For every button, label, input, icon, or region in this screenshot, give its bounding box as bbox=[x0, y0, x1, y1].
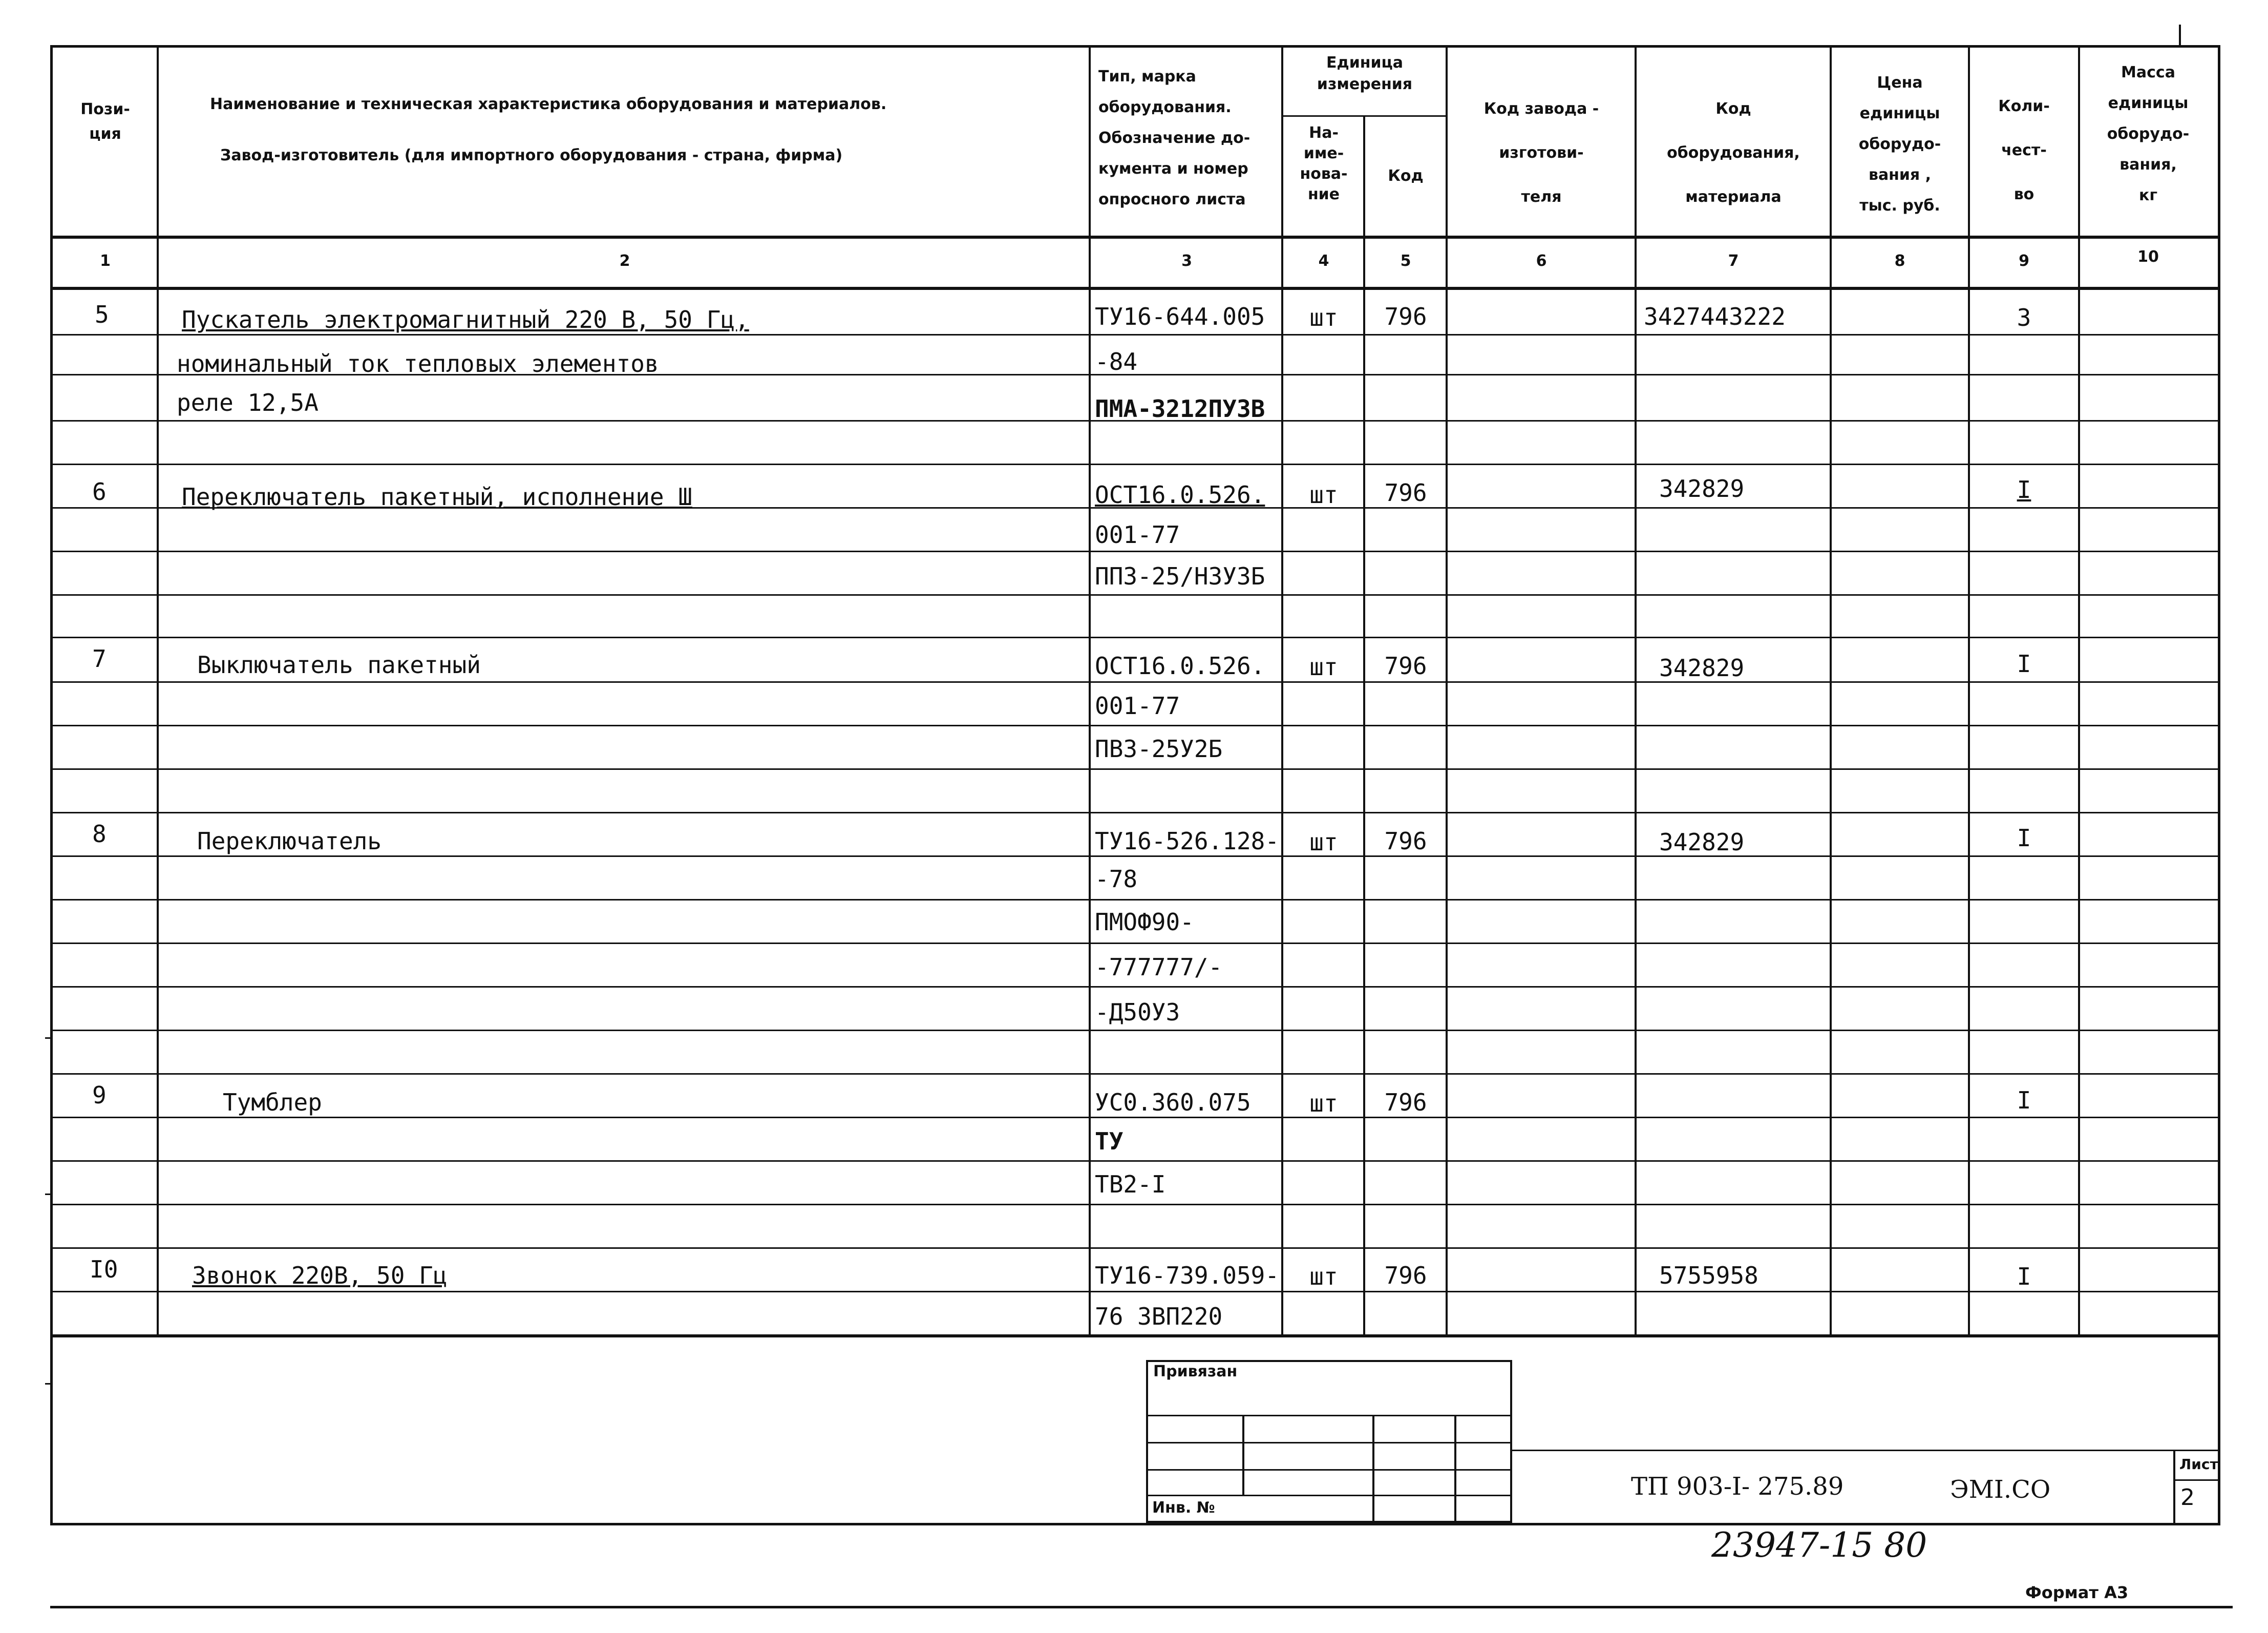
row-quantity: 3 bbox=[2017, 304, 2031, 331]
document-mark: ЭМI.СО bbox=[1950, 1475, 2051, 1504]
stamp-divider bbox=[1242, 1415, 1244, 1495]
row-name: Переключатель пакетный, исполнение Ш bbox=[182, 483, 692, 511]
col-number-3: 3 bbox=[1181, 252, 1192, 270]
format-label: Формат А3 bbox=[2025, 1583, 2129, 1602]
row-unit: шт bbox=[1309, 304, 1338, 331]
header-mass: Масса единицы оборудо- вания, кг bbox=[2107, 64, 2190, 204]
col-number-5: 5 bbox=[1400, 252, 1411, 270]
row-name: Переключатель bbox=[197, 827, 382, 855]
row-line bbox=[50, 1160, 2220, 1162]
numbers-bottom-line bbox=[50, 287, 2220, 290]
row-position: 7 bbox=[92, 645, 107, 673]
row-type: -777777/- bbox=[1095, 953, 1223, 981]
row-line bbox=[50, 768, 2220, 770]
row-quantity: I bbox=[2017, 1263, 2031, 1290]
header-type: Тип, марка оборудования. Обозначение до- кумента и номер опросного листа bbox=[1098, 68, 1250, 208]
row-quantity: I bbox=[2017, 1086, 2031, 1114]
sheet-box-line bbox=[2173, 1479, 2220, 1481]
stamp-privyazan: Привязан bbox=[1153, 1363, 1238, 1380]
row-code: 796 bbox=[1384, 652, 1427, 680]
header-price: Цена единицы оборудо- вания , тыс. руб. bbox=[1858, 74, 1941, 215]
col-number-9: 9 bbox=[2019, 252, 2029, 270]
row-code: 796 bbox=[1384, 479, 1427, 507]
margin-tick bbox=[45, 1194, 52, 1195]
row-unit: шт bbox=[1309, 481, 1338, 509]
col-divider-2 bbox=[1089, 45, 1091, 1336]
row-type: ПВ3-25У2Б bbox=[1095, 735, 1223, 763]
row-type: -84 bbox=[1095, 348, 1138, 375]
stamp-line bbox=[1146, 1469, 1512, 1471]
margin-tick bbox=[45, 1383, 52, 1385]
row-type: ПП3-25/Н3У3Б bbox=[1095, 562, 1265, 590]
sheet-label: Лист bbox=[2179, 1456, 2218, 1473]
row-type: ОСТ16.0.526. bbox=[1095, 481, 1265, 509]
row-line bbox=[50, 1073, 2220, 1075]
row-line bbox=[50, 551, 2220, 552]
col-divider-5 bbox=[1446, 45, 1448, 1336]
row-type: ТУ16-739.059- bbox=[1095, 1262, 1280, 1289]
row-name: Выключатель пакетный bbox=[197, 651, 481, 679]
col-number-10: 10 bbox=[2137, 248, 2159, 266]
header-position: Пози- ция bbox=[80, 100, 130, 143]
row-type: -78 bbox=[1095, 865, 1138, 893]
row-quantity: I bbox=[2017, 476, 2031, 504]
col-divider-7 bbox=[1830, 45, 1832, 1336]
row-position: 6 bbox=[92, 478, 107, 506]
row-unit: шт bbox=[1309, 828, 1338, 856]
row-type: ТУ16-644.005 bbox=[1095, 303, 1265, 330]
col-divider-6 bbox=[1635, 45, 1637, 1336]
row-equip-code: 3427443222 bbox=[1644, 303, 1786, 330]
row-line bbox=[50, 943, 2220, 944]
row-type: УС0.360.075 bbox=[1095, 1088, 1251, 1116]
col-divider-1 bbox=[157, 45, 159, 1336]
col-number-1: 1 bbox=[100, 252, 111, 270]
header-unit-code: Код bbox=[1388, 167, 1424, 185]
row-line bbox=[50, 1030, 2220, 1031]
row-line bbox=[50, 725, 2220, 726]
row-unit: шт bbox=[1309, 1090, 1338, 1117]
header-name-line1: Наименование и техническая характеристика оборудования и материалов. bbox=[210, 95, 887, 113]
col-divider-9 bbox=[2078, 45, 2080, 1336]
row-unit: шт bbox=[1309, 653, 1338, 681]
row-position: I0 bbox=[90, 1255, 118, 1283]
row-line bbox=[50, 986, 2220, 988]
header-equipment-code: Код оборудования, материала bbox=[1667, 100, 1800, 206]
stamp-line bbox=[1146, 1442, 1512, 1443]
row-equip-code: 342829 bbox=[1659, 828, 1745, 856]
col-number-8: 8 bbox=[1894, 252, 1905, 270]
row-line bbox=[50, 464, 2220, 465]
header-unit-name: На- име- нова- ние bbox=[1300, 124, 1348, 203]
header-name-line2: Завод-изготовитель (для импортного оборудования - страна, фирма) bbox=[220, 146, 843, 164]
row-equip-code: 5755958 bbox=[1659, 1262, 1758, 1289]
header-factory-code: Код завода - изготови- теля bbox=[1483, 100, 1599, 206]
row-line bbox=[50, 681, 2220, 683]
col-number-4: 4 bbox=[1318, 252, 1329, 270]
row-name: Звонок 220В, 50 Гц bbox=[192, 1262, 448, 1289]
row-type: 001-77 bbox=[1095, 521, 1180, 549]
row-equip-code: 342829 bbox=[1659, 475, 1745, 503]
title-block-top bbox=[1512, 1450, 2220, 1451]
col-divider-8 bbox=[1968, 45, 1970, 1336]
row-line bbox=[50, 899, 2220, 901]
row-line bbox=[50, 812, 2220, 813]
row-code: 796 bbox=[1384, 1262, 1427, 1289]
row-equip-code: 342829 bbox=[1659, 654, 1745, 682]
row-quantity: I bbox=[2017, 824, 2031, 852]
row-type: 76 ЗВП220 bbox=[1095, 1303, 1223, 1330]
stamp-line bbox=[1146, 1415, 1512, 1416]
sheet-number: 2 bbox=[2180, 1484, 2195, 1511]
bottom-rule bbox=[50, 1606, 2233, 1608]
stamp-divider bbox=[1454, 1415, 1456, 1523]
row-type: ПМОФ90- bbox=[1095, 908, 1194, 936]
row-position: 9 bbox=[92, 1081, 107, 1109]
row-type: ТВ2-I bbox=[1095, 1170, 1166, 1198]
row-line bbox=[50, 1204, 2220, 1205]
row-line bbox=[50, 1247, 2220, 1249]
stamp-line bbox=[1146, 1495, 1512, 1496]
col-divider-3 bbox=[1281, 45, 1283, 1336]
document-code: ТП 903-I- 275.89 bbox=[1631, 1472, 1844, 1501]
row-name: Пускатель электромагнитный 220 В, 50 Гц, bbox=[182, 306, 749, 333]
row-type: 001-77 bbox=[1095, 692, 1180, 720]
row-quantity: I bbox=[2017, 650, 2031, 678]
col-number-6: 6 bbox=[1536, 252, 1547, 270]
col-number-2: 2 bbox=[619, 252, 630, 270]
row-type: -Д50У3 bbox=[1095, 998, 1180, 1026]
row-code: 796 bbox=[1384, 1088, 1427, 1116]
row-line bbox=[50, 594, 2220, 596]
table-body-bottom bbox=[50, 1334, 2220, 1337]
row-type: ТУ16-526.128- bbox=[1095, 827, 1280, 855]
row-type: ПМА-3212ПУ3В bbox=[1095, 395, 1265, 423]
header-bottom-line bbox=[50, 236, 2220, 239]
row-name: Тумблер bbox=[223, 1088, 322, 1116]
header-quantity: Коли- чест- во bbox=[1998, 97, 2050, 203]
row-type: ОСТ16.0.526. bbox=[1095, 652, 1265, 680]
row-position: 8 bbox=[92, 820, 107, 848]
row-type: ТУ bbox=[1095, 1127, 1124, 1155]
stamp-divider bbox=[1372, 1415, 1374, 1523]
row-code: 796 bbox=[1384, 303, 1427, 330]
row-unit: шт bbox=[1309, 1263, 1338, 1290]
row-line bbox=[50, 637, 2220, 638]
row-name: реле 12,5А bbox=[177, 389, 319, 416]
row-line bbox=[50, 1291, 2220, 1292]
header-unit: Единица измерения bbox=[1317, 54, 1413, 93]
stamp-inv-label: Инв. № bbox=[1152, 1499, 1215, 1517]
col-number-7: 7 bbox=[1728, 252, 1739, 270]
corner-tick bbox=[2179, 25, 2181, 45]
row-position: 5 bbox=[95, 301, 109, 328]
row-name: номинальный ток тепловых элементов bbox=[177, 350, 659, 378]
handwritten-number: 23947-15 80 bbox=[1711, 1525, 1927, 1565]
sheet-box-divider bbox=[2173, 1450, 2175, 1525]
row-code: 796 bbox=[1384, 827, 1427, 855]
margin-tick bbox=[45, 1037, 52, 1039]
